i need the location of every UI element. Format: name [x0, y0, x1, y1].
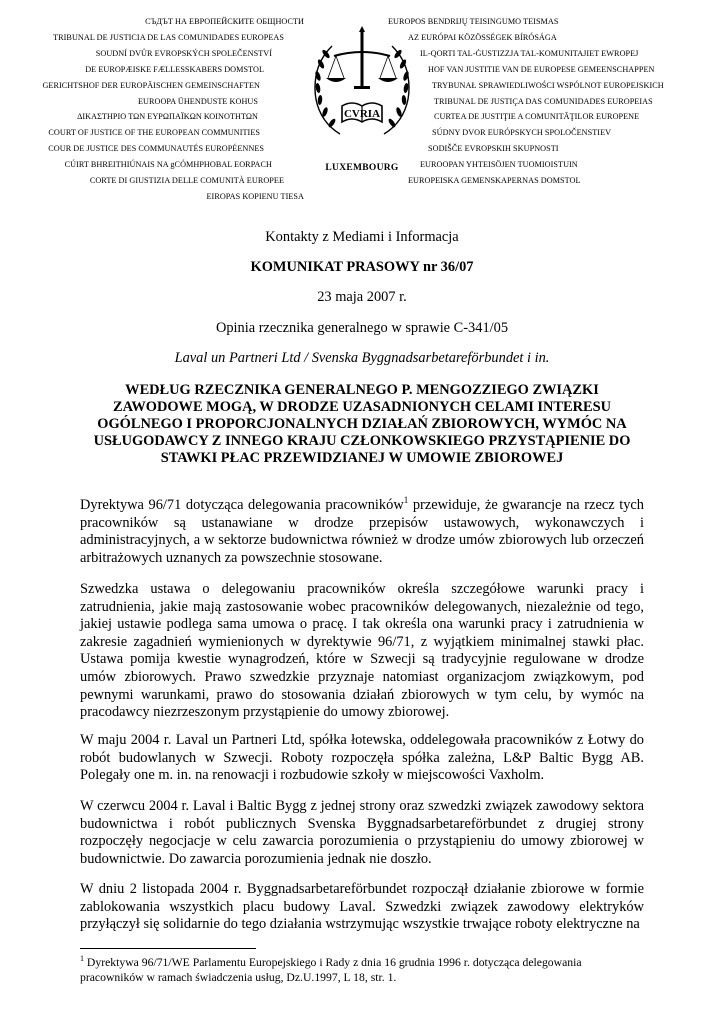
court-name: ΔΙΚΑΣΤΗΡΙΟ ΤΩΝ ΕΥΡΩΠΑΪΚΩΝ ΚΟΙΝΟΤΗΤΩΝ: [77, 112, 258, 122]
court-name: DE EUROPÆISKE FÆLLESSKABERS DOMSTOL: [85, 64, 264, 74]
court-name: COURT OF JUSTICE OF THE EUROPEAN COMMUNITIES: [48, 128, 260, 138]
court-name: СЪДЪТ НА ЕВРОПЕЙСКИТЕ ОБЩНОСТИ: [145, 17, 304, 26]
court-name: HOF VAN JUSTITIE VAN DE EUROPESE GEMEENSCHAPPEN: [428, 64, 655, 74]
paragraph-5: W dniu 2 listopada 2004 r. Byggnadsarbetareförbundet rozpoczął działanie zbiorowe w formie zablokowania wszystkich placu budowy Laval. Szwedzki związek zawodowy elektryków przyłączył się solidarnie do tego działania wstrzymując wszystkie trwające roboty elektryczne na: [80, 881, 644, 933]
court-name: SÚDNY DVOR EURÓPSKYCH SPOLOČENSTIEV: [432, 128, 612, 138]
paragraph-4: W czerwcu 2004 r. Laval i Baltic Bygg z jednej strony oraz szwedzki związek zawodowy sektora budownictwa i robót publicznych Svenska Byggnadsarbetareförbundet z drugiej strony rozpoczęły negocjacje w celu zawarcia porozumienia o przystąpieniu do umowy zbiorowej w budownictwie. Do zawarcia porozumienia jednak nie doszło.: [80, 798, 644, 867]
department-subtitle: Kontakty z Mediami i Informacja: [265, 229, 459, 245]
press-release-title: KOMUNIKAT PRASOWY nr 36/07: [250, 259, 474, 275]
court-name: TRYBUNAŁ SPRAWIEDLIWOŚCI WSPÓLNOT EUROPEJSKICH: [432, 80, 664, 90]
headline: WEDŁUG RZECZNIKA GENERALNEGO P. MENGOZZIEGO ZWIĄZKI ZAWODOWE MOGĄ, W DRODZE UZASADNIONYCH CELAMI INTERESU OGÓLNEGO I PROPORCJONALNYCH DZIAŁAŃ ZBIOROWYCH, WYMÓC NA USŁUGODAWCY Z INNEGO KRAJU CZŁONKOWSKIEGO PRZYSTĄPIENIE DO STAWKI PŁAC PRZEWIDZIANEJ W UMOWIE ZBIOROWEJ: [93, 382, 631, 467]
release-date: 23 maja 2007 r.: [317, 289, 407, 305]
court-letterhead: [0, 0, 724, 200]
court-name: AZ EURÓPAI KÖZÖSSÉGEK BÍRÓSÁGA: [408, 32, 557, 42]
court-name: CURTEA DE JUSTIŢIE A COMUNITĂŢILOR EUROPENE: [434, 112, 640, 122]
footnote-number: 1: [80, 954, 84, 963]
court-name: GERICHTSHOF DER EUROPÄISCHEN GEMEINSCHAFTEN: [42, 80, 260, 90]
court-name: EUROOPAN YHTEISÖJEN TUOMIOISTUIN: [420, 160, 578, 170]
court-name: TRIBUNAL DE JUSTICIA DE LAS COMUNIDADES EUROPEAS: [53, 32, 284, 42]
court-names-left: [42, 14, 304, 205]
footnote-divider: [80, 948, 256, 949]
footnote-ref[interactable]: 1: [403, 495, 409, 505]
court-names-right: [388, 14, 664, 189]
court-name: EIROPAS KOPIENU TIESA: [206, 191, 304, 201]
paragraph-text: Dyrektywa 96/71 dotycząca delegowania pracowników: [80, 497, 404, 513]
court-name: EUROPEISKA GEMENSKAPERNAS DOMSTOL: [408, 176, 581, 186]
paragraph-2: Szwedzka ustawa o delegowaniu pracowników określa szczegółowe warunki pracy i zatrudnienia, jakie mają zastosowanie wobec pracowników delegowanych, niezależnie od tego, jakiej ustawie podlega sama umowa o pracę. I tak określa ona warunki pracy i zatrudnienia w zakresie zagadnień wymienionych w dyrektywie 96/71, z wyjątkiem minimalnej stawki płac. Ustawa pomija kwestie wynagrodzeń, które w Szwecji są tradycyjnie regulowane w drodze umów zbiorowych. Prawo szwedzkie przyznaje natomiast organizacjom związkowym, pod pewnymi warunkami, prawo do stosowania działań zbiorowych w tym celu, by wymóc na pracodawcy niezrzeszonym przystąpienie do umowy zbiorowej.: [80, 581, 644, 721]
court-name: EUROPOS BENDRIJŲ TEISINGUMO TEISMAS: [388, 17, 559, 26]
court-name: EUROOPA ÜHENDUSTE KOHUS: [137, 96, 258, 106]
paragraph-3: W maju 2004 r. Laval un Partneri Ltd, spółka łotewska, oddelegowała pracowników z Łotwy do robót budowlanych w Szwecji. Roboty rozpoczęła spółka zależna, L&P Baltic Bygg AB. Polegały one m. in. na renowacji i rozbudowie szkoły w miejscowości Vaxholm.: [80, 732, 644, 784]
opinion-line: Opinia rzecznika generalnego w sprawie C-341/05: [215, 320, 509, 336]
paragraph-text: przewiduje, że gwarancje na rzecz tych pracowników są ustanawiane w drodze przepisów ustawowych, wykonawczych i administracyjnych, a w sektorze budownictwa również w drodze umów zbiorowych lub orzeczeń arbitrażowych uznanych za powszechnie stosowane.: [80, 497, 644, 566]
city-label: LUXEMBOURG: [325, 163, 399, 173]
footnote: [80, 955, 644, 985]
paragraph-1: [80, 497, 644, 567]
footnote-text: Dyrektywa 96/71/WE Parlamentu Europejskiego i Rady z dnia 16 grudnia 1996 r. dotycząca delegowania pracowników w ramach świadczenia usług, Dz.U.1997, L 18, str. 1.: [80, 956, 582, 984]
court-name: SODIŠČE EVROPSKIH SKUPNOSTI: [428, 144, 559, 154]
court-name: IL-QORTI TAL-ĠUSTIZZJA TAL-KOMUNITAJIET EWROPEJ: [420, 48, 639, 58]
court-name: TRIBUNAL DE JUSTIÇA DAS COMUNIDADES EUROPEIAS: [434, 96, 653, 106]
court-name: CÚIRT BHREITHIÚNAIS NA gCÓMHPHOBAL EORPACH: [64, 160, 272, 170]
court-name: SOUDNÍ DVŮR EVROPSKÝCH SPOLEČENSTVÍ: [95, 48, 272, 58]
emblem-label: CVRIA: [343, 108, 381, 120]
court-name: CORTE DI GIUSTIZIA DELLE COMUNITÀ EUROPEE: [89, 176, 284, 186]
court-name: COUR DE JUSTICE DES COMMUNAUTÉS EUROPÉENNES: [48, 144, 264, 154]
case-name: Laval un Partneri Ltd / Svenska Byggnadsarbetareförbundet i in.: [174, 350, 550, 366]
